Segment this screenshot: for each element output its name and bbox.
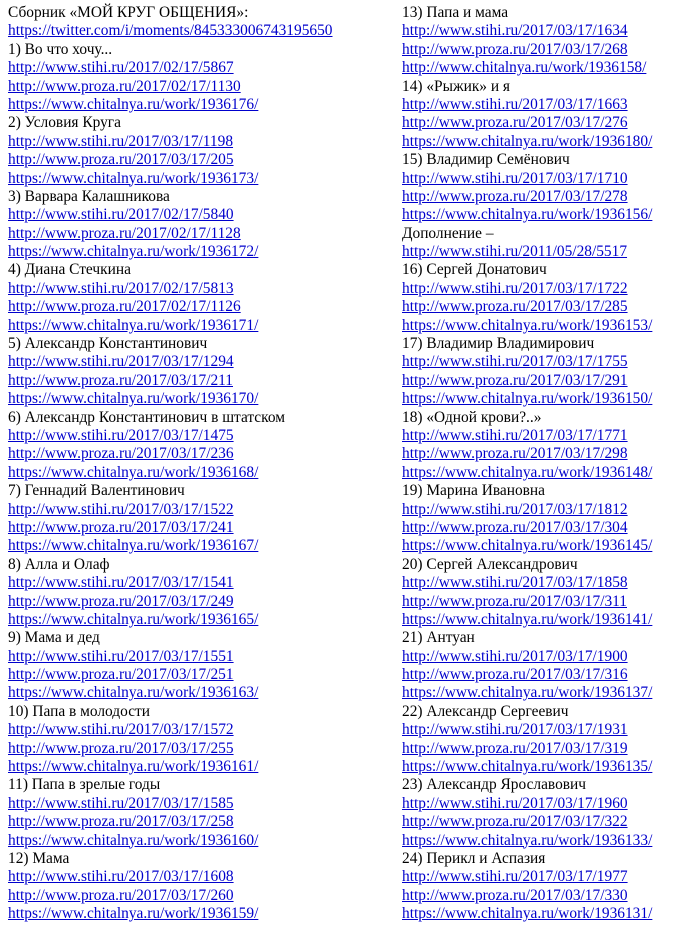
- item-title: 7) Геннадий Валентинович: [8, 482, 185, 500]
- item-title: 1) Во что хочу...: [8, 40, 113, 58]
- item-title: 6) Александр Константинович в штатском: [8, 408, 285, 426]
- stihi-link[interactable]: http://www.stihi.ru/2017/03/17/1722: [402, 279, 628, 297]
- item-title: 19) Марина Ивановна: [402, 482, 546, 500]
- list-item: [402, 409, 692, 483]
- chitalnya-link[interactable]: https://www.chitalnya.ru/work/1936160/: [8, 831, 259, 849]
- proza-link[interactable]: http://www.proza.ru/2017/03/17/249: [8, 592, 234, 610]
- stihi-link[interactable]: http://www.stihi.ru/2017/03/17/1572: [8, 721, 234, 739]
- chitalnya-link[interactable]: https://www.chitalnya.ru/work/1936148/: [402, 463, 653, 481]
- proza-link[interactable]: http://www.proza.ru/2017/03/17/241: [8, 518, 234, 536]
- stihi-link[interactable]: http://www.stihi.ru/2017/03/17/1812: [402, 500, 628, 518]
- list-item: [8, 261, 393, 335]
- list-item: [402, 151, 692, 225]
- stihi-link[interactable]: http://www.stihi.ru/2017/03/17/1541: [8, 574, 234, 592]
- list-item: [402, 629, 692, 703]
- list-item: [8, 629, 393, 703]
- chitalnya-link[interactable]: https://www.chitalnya.ru/work/1936176/: [8, 95, 259, 113]
- item-title: 3) Варвара Калашникова: [8, 187, 170, 205]
- proza-link[interactable]: http://www.proza.ru/2017/03/17/285: [402, 298, 628, 316]
- list-item: [402, 4, 692, 78]
- chitalnya-link[interactable]: https://www.chitalnya.ru/work/1936159/: [8, 905, 259, 923]
- stihi-link[interactable]: http://www.stihi.ru/2017/03/17/1960: [402, 794, 628, 812]
- stihi-link[interactable]: http://www.stihi.ru/2017/02/17/5867: [8, 59, 234, 77]
- item-title: 5) Александр Константинович: [8, 335, 208, 353]
- proza-link[interactable]: http://www.proza.ru/2017/02/17/1130: [8, 77, 241, 95]
- chitalnya-link[interactable]: https://www.chitalnya.ru/work/1936141/: [402, 610, 653, 628]
- proza-link[interactable]: http://www.proza.ru/2017/03/17/291: [402, 371, 628, 389]
- stihi-link[interactable]: http://www.stihi.ru/2017/03/17/1551: [8, 647, 234, 665]
- chitalnya-link[interactable]: https://www.chitalnya.ru/work/1936153/: [402, 316, 653, 334]
- chitalnya-link[interactable]: https://www.chitalnya.ru/work/1936131/: [402, 905, 653, 923]
- list-item: [402, 225, 692, 262]
- stihi-link[interactable]: http://www.stihi.ru/2017/03/17/1585: [8, 794, 234, 812]
- item-title: 16) Сергей Донатович: [402, 261, 547, 279]
- collection-title: Сборник «МОЙ КРУГ ОБЩЕНИЯ»:: [8, 4, 249, 21]
- chitalnya-link[interactable]: https://www.chitalnya.ru/work/1936165/: [8, 610, 259, 628]
- chitalnya-link[interactable]: https://www.chitalnya.ru/work/1936168/: [8, 463, 259, 481]
- proza-link[interactable]: http://www.proza.ru/2017/03/17/278: [402, 187, 628, 205]
- chitalnya-link[interactable]: https://www.chitalnya.ru/work/1936145/: [402, 537, 653, 555]
- stihi-link[interactable]: http://www.stihi.ru/2017/03/17/1608: [8, 868, 234, 886]
- list-item: [8, 41, 393, 115]
- proza-link[interactable]: http://www.proza.ru/2017/03/17/251: [8, 666, 234, 684]
- list-item: [402, 556, 692, 630]
- chitalnya-link[interactable]: https://www.chitalnya.ru/work/1936180/: [402, 132, 653, 150]
- list-item: [8, 850, 393, 924]
- list-item: [402, 482, 692, 556]
- twitter-moments-link[interactable]: https://twitter.com/i/moments/845333006743195650: [8, 22, 333, 40]
- chitalnya-link[interactable]: https://www.chitalnya.ru/work/1936170/: [8, 390, 259, 408]
- list-item: [8, 188, 393, 262]
- list-item: [8, 703, 393, 777]
- proza-link[interactable]: http://www.proza.ru/2017/03/17/205: [8, 151, 234, 169]
- list-item: [8, 776, 393, 850]
- item-title: 13) Папа и мама: [402, 4, 509, 21]
- proza-link[interactable]: http://www.proza.ru/2017/02/17/1128: [8, 224, 241, 242]
- stihi-link[interactable]: http://www.stihi.ru/2017/03/17/1475: [8, 426, 234, 444]
- item-title: 24) Перикл и Аспазия: [402, 849, 546, 867]
- proza-link[interactable]: http://www.proza.ru/2017/03/17/236: [8, 445, 234, 463]
- item-title: 21) Антуан: [402, 629, 475, 647]
- stihi-link[interactable]: http://www.stihi.ru/2017/03/17/1858: [402, 574, 628, 592]
- right-list: [402, 4, 692, 924]
- list-item: [8, 482, 393, 556]
- proza-link[interactable]: http://www.proza.ru/2017/03/17/322: [402, 813, 628, 831]
- item-title: Дополнение –: [402, 224, 494, 242]
- list-item: [402, 703, 692, 777]
- item-title: 9) Мама и дед: [8, 629, 100, 647]
- left-list: [8, 41, 393, 924]
- chitalnya-link[interactable]: https://www.chitalnya.ru/work/1936161/: [8, 758, 259, 776]
- proza-link[interactable]: http://www.proza.ru/2017/03/17/304: [402, 518, 628, 536]
- stihi-link[interactable]: http://www.stihi.ru/2017/03/17/1771: [402, 426, 628, 444]
- proza-link[interactable]: http://www.proza.ru/2017/03/17/260: [8, 886, 234, 904]
- stihi-link[interactable]: http://www.stihi.ru/2017/03/17/1634: [402, 22, 628, 40]
- chitalnya-link[interactable]: https://www.chitalnya.ru/work/1936173/: [8, 169, 259, 187]
- proza-link[interactable]: http://www.proza.ru/2017/03/17/255: [8, 739, 234, 757]
- list-item: [402, 78, 692, 152]
- stihi-link[interactable]: http://www.stihi.ru/2017/03/17/1977: [402, 868, 628, 886]
- stihi-link[interactable]: http://www.stihi.ru/2017/02/17/5813: [8, 279, 234, 297]
- list-item: [8, 409, 393, 483]
- chitalnya-link[interactable]: https://www.chitalnya.ru/work/1936171/: [8, 316, 259, 334]
- list-item: [8, 335, 393, 409]
- item-title: 17) Владимир Владимирович: [402, 335, 595, 353]
- item-title: 11) Папа в зрелые годы: [8, 776, 161, 794]
- item-title: 4) Диана Стечкина: [8, 261, 131, 279]
- stihi-link[interactable]: http://www.stihi.ru/2011/05/28/5517: [402, 243, 628, 261]
- item-title: 23) Александр Ярославович: [402, 776, 587, 794]
- item-title: 12) Мама: [8, 849, 70, 867]
- item-title: 18) «Одной крови?..»: [402, 408, 542, 426]
- list-item: [402, 335, 692, 409]
- stihi-link[interactable]: http://www.stihi.ru/2017/03/17/1755: [402, 353, 628, 371]
- proza-link[interactable]: http://www.proza.ru/2017/02/17/1126: [8, 298, 241, 316]
- proza-link[interactable]: http://www.proza.ru/2017/03/17/298: [402, 445, 628, 463]
- proza-link[interactable]: http://www.proza.ru/2017/03/17/311: [402, 592, 627, 610]
- stihi-link[interactable]: http://www.stihi.ru/2017/03/17/1294: [8, 353, 234, 371]
- chitalnya-link[interactable]: https://www.chitalnya.ru/work/1936150/: [402, 390, 653, 408]
- chitalnya-link[interactable]: https://www.chitalnya.ru/work/1936167/: [8, 537, 259, 555]
- item-title: 22) Александр Сергеевич: [402, 702, 569, 720]
- right-column: [402, 4, 692, 924]
- item-title: 10) Папа в молодости: [8, 702, 151, 720]
- proza-link[interactable]: http://www.proza.ru/2017/03/17/330: [402, 886, 628, 904]
- list-item: [402, 261, 692, 335]
- proza-link[interactable]: http://www.proza.ru/2017/03/17/268: [402, 40, 628, 58]
- chitalnya-link[interactable]: https://www.chitalnya.ru/work/1936137/: [402, 684, 653, 702]
- item-title: 20) Сергей Александрович: [402, 555, 578, 573]
- stihi-link[interactable]: http://www.stihi.ru/2017/03/17/1900: [402, 647, 628, 665]
- list-item: [8, 556, 393, 630]
- stihi-link[interactable]: http://www.stihi.ru/2017/03/17/1931: [402, 721, 628, 739]
- list-item: [8, 114, 393, 188]
- stihi-link[interactable]: http://www.stihi.ru/2017/03/17/1198: [8, 132, 234, 150]
- proza-link[interactable]: http://www.proza.ru/2017/03/17/258: [8, 813, 234, 831]
- proza-link[interactable]: http://www.proza.ru/2017/03/17/319: [402, 739, 628, 757]
- item-title: 8) Алла и Олаф: [8, 555, 110, 573]
- item-title: 15) Владимир Семёнович: [402, 151, 570, 169]
- item-title: 14) «Рыжик» и я: [402, 77, 511, 95]
- chitalnya-link[interactable]: http://www.chitalnya.ru/work/1936158/: [402, 59, 647, 77]
- item-title: 2) Условия Круга: [8, 114, 121, 132]
- stihi-link[interactable]: http://www.stihi.ru/2017/03/17/1522: [8, 500, 234, 518]
- left-column: [8, 4, 393, 924]
- chitalnya-link[interactable]: https://www.chitalnya.ru/work/1936163/: [8, 684, 259, 702]
- list-item: [402, 850, 692, 924]
- chitalnya-link[interactable]: https://www.chitalnya.ru/work/1936172/: [8, 243, 259, 261]
- chitalnya-link[interactable]: https://www.chitalnya.ru/work/1936156/: [402, 206, 653, 224]
- stihi-link[interactable]: http://www.stihi.ru/2017/02/17/5840: [8, 206, 234, 224]
- list-item: [402, 776, 692, 850]
- proza-link[interactable]: http://www.proza.ru/2017/03/17/276: [402, 114, 628, 132]
- stihi-link[interactable]: http://www.stihi.ru/2017/03/17/1710: [402, 169, 628, 187]
- stihi-link[interactable]: http://www.stihi.ru/2017/03/17/1663: [402, 95, 628, 113]
- proza-link[interactable]: http://www.proza.ru/2017/03/17/211: [8, 371, 233, 389]
- chitalnya-link[interactable]: https://www.chitalnya.ru/work/1936135/: [402, 758, 653, 776]
- proza-link[interactable]: http://www.proza.ru/2017/03/17/316: [402, 666, 628, 684]
- chitalnya-link[interactable]: https://www.chitalnya.ru/work/1936133/: [402, 831, 653, 849]
